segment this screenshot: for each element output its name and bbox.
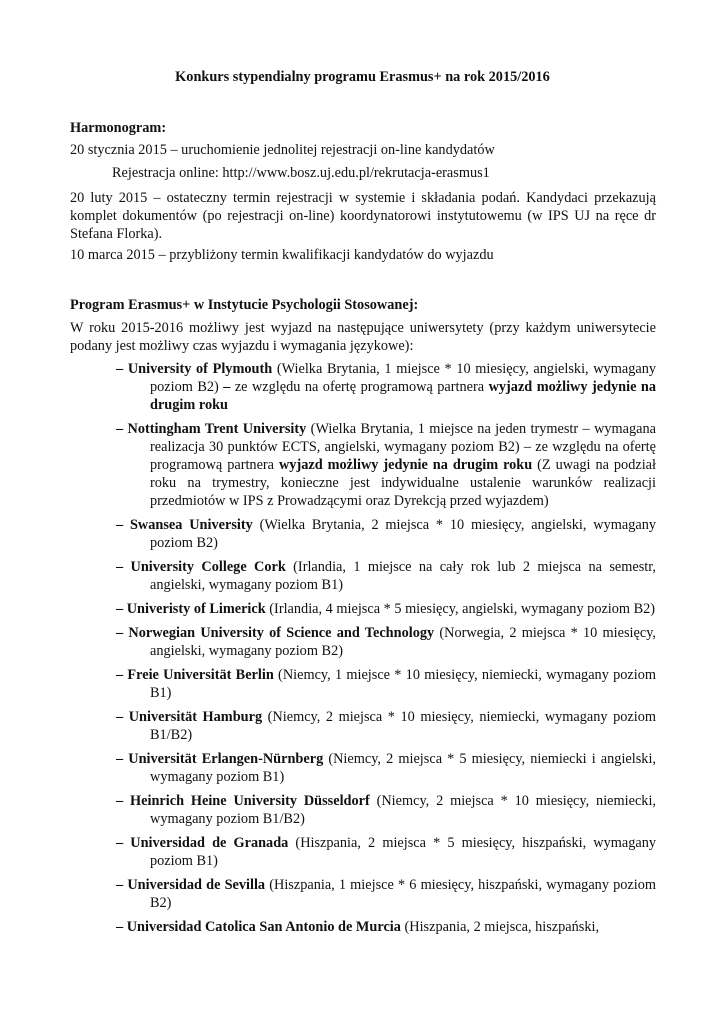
program-intro: W roku 2015-2016 możliwy jest wyjazd na następujące uniwersytety (przy każdym uniwersytecie podany jest możliwy czas wyjazdu i wymagania językowe):	[70, 320, 656, 354]
university-note-emphasis: wyjazd możliwy jedynie na drugim roku	[150, 379, 656, 413]
university-details: (Hiszpania, 2 miejsca, hiszpański,	[400, 919, 600, 935]
schedule-item-1: 20 stycznia 2015 – uruchomienie jednolitej rejestracji on-line kandydatów	[70, 142, 495, 158]
university-name: Universität Erlangen-Nürnberg	[128, 751, 324, 767]
list-dash: –	[218, 379, 235, 395]
list-dash: –	[116, 919, 124, 935]
list-item	[102, 558, 656, 594]
list-item	[102, 624, 656, 660]
list-dash: –	[116, 517, 124, 533]
university-name: University College Cork	[130, 559, 286, 575]
list-dash: –	[116, 361, 124, 377]
university-name: Univeristy of Limerick	[126, 601, 266, 617]
university-details: (Niemcy, 2 miejsca * 5 miesięcy, niemiecki i angielski, wymagany poziom B1)	[150, 751, 656, 785]
university-name: Universität Hamburg	[128, 709, 263, 725]
list-item	[102, 876, 656, 912]
list-dash: –	[116, 421, 124, 437]
list-item	[102, 750, 656, 786]
schedule-item-1-registration-link: Rejestracja online: http://www.bosz.uj.edu.pl/rekrutacja-erasmus1	[112, 165, 490, 181]
university-note: ze względu na ofertę programową partnera	[234, 379, 489, 395]
list-item	[102, 420, 656, 510]
university-name: University of Plymouth	[127, 361, 273, 377]
program-heading: Program Erasmus+ w Instytucie Psychologii Stosowanej:	[70, 297, 419, 313]
list-item	[102, 600, 656, 618]
university-details: (Niemcy, 2 miejsca * 10 miesięcy, niemiecki, wymagany poziom B1/B2)	[150, 793, 656, 827]
university-name: Universidad Catolica San Antonio de Murcia	[126, 919, 401, 935]
university-name: Universidad de Granada	[130, 835, 289, 851]
list-dash: –	[116, 667, 124, 683]
university-note: (Z uwagi na podział roku na trymestry, konieczne jest indywidualne ustalenie warunków realizacji przedmiotów w IPS z Prowadzącymi oraz Dyrekcją przed wyjazdem)	[150, 457, 656, 509]
list-item	[102, 918, 656, 936]
schedule-item-2: 20 luty 2015 – ostateczny termin rejestracji w systemie i składania podań. Kandydaci przekazują komplet dokumentów (po rejestracji on-line) koordynatorowi instytutowemu (w IPS UJ na ręce dr Stefana Florka).	[70, 190, 656, 242]
document-title: Konkurs stypendialny programu Erasmus+ na rok 2015/2016	[175, 69, 550, 85]
university-details: (Irlandia, 1 miejsce na cały rok lub 2 miejsca na semestr, angielski, wymagany poziom B1)	[150, 559, 656, 593]
university-list	[102, 360, 656, 942]
university-name: Universidad de Sevilla	[127, 877, 266, 893]
list-dash: –	[116, 709, 124, 725]
university-details: (Wielka Brytania, 1 miejsce * 10 miesięcy, angielski, wymagany poziom B2)	[150, 361, 657, 395]
list-dash: –	[116, 625, 124, 641]
list-dash: –	[116, 793, 124, 809]
list-item	[102, 516, 656, 552]
list-item	[102, 360, 656, 414]
schedule-item-3: 10 marca 2015 – przybliżony termin kwalifikacji kandydatów do wyjazdu	[70, 247, 494, 263]
university-name: Nottingham Trent University	[127, 421, 307, 437]
university-name: Swansea University	[129, 517, 253, 533]
list-dash: –	[116, 835, 124, 851]
university-details: (Irlandia, 4 miejsca * 5 miesięcy, angielski, wymagany poziom B2)	[265, 601, 656, 617]
list-item	[102, 666, 656, 702]
university-details: (Hiszpania, 2 miejsca * 5 miesięcy, hiszpański, wymagany poziom B1)	[150, 835, 657, 869]
university-name: Heinrich Heine University Düsseldorf	[130, 793, 370, 809]
university-details: (Wielka Brytania, 1 miejsce na jeden trymestr – wymagana realizacja 30 punktów ECTS, angielski, wymagany poziom B2) – ze względu na ofertę programową partnera	[150, 421, 657, 473]
list-dash: –	[116, 877, 124, 893]
list-item	[102, 708, 656, 744]
university-details: (Hiszpania, 1 miejsce * 6 miesięcy, hiszpański, wymagany poziom B2)	[150, 877, 657, 911]
university-details: (Wielka Brytania, 2 miejsca * 10 miesięcy, angielski, wymagany poziom B2)	[150, 517, 656, 551]
list-dash: –	[116, 601, 124, 617]
university-name: Freie Universität Berlin	[127, 667, 274, 683]
university-details: (Niemcy, 1 miejsce * 10 miesięcy, niemiecki, wymagany poziom B1)	[150, 667, 656, 701]
schedule-heading: Harmonogram:	[70, 120, 167, 136]
university-name: Norwegian University of Science and Technology	[128, 625, 435, 641]
list-item	[102, 834, 656, 870]
university-details: (Niemcy, 2 miejsca * 10 miesięcy, niemiecki, wymagany poziom B1/B2)	[150, 709, 656, 743]
university-note-emphasis: wyjazd możliwy jedynie na drugim roku	[278, 457, 533, 473]
university-details: (Norwegia, 2 miejsca * 10 miesięcy, angielski, wymagany poziom B2)	[150, 625, 656, 659]
list-dash: –	[116, 559, 124, 575]
list-item	[102, 792, 656, 828]
list-dash: –	[116, 751, 124, 767]
